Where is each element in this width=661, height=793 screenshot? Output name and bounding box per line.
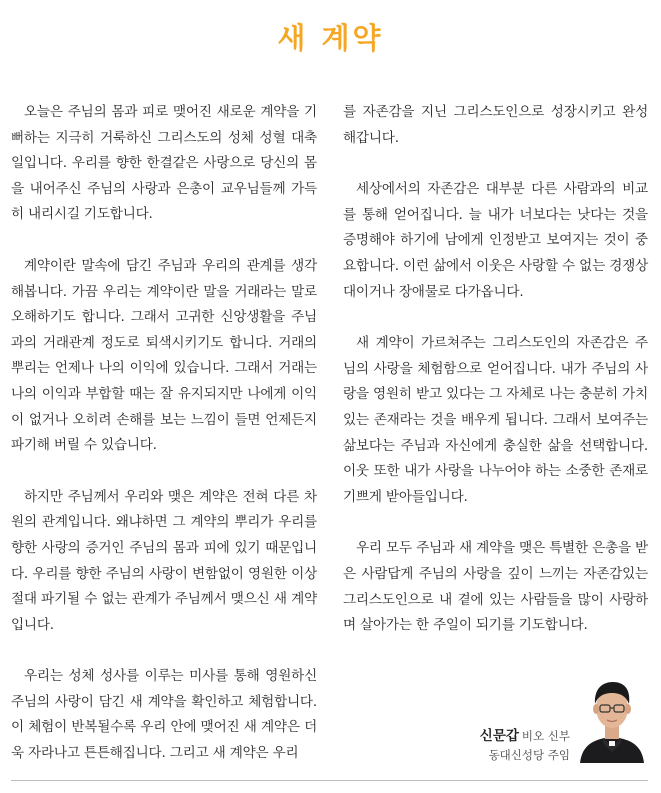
paragraph-4: 우리는 성체 성사를 이루는 미사를 통해 영원하신 주님의 사랑이 담긴 새 계약을 확인하고 체험합니다. 이 체험이 반복될수록 우리 안에 맺어진 새 계약은 더욱 자라나고 튼튼해집니다. 그리고 새 계약은 우리 <box>11 668 317 762</box>
paragraph-5: 세상에서의 자존감은 대부분 다른 사람과의 비교를 통해 얻어집니다. 늘 내가 너보다는 낫다는 것을 증명해야 하기에 남에게 인정받고 보여지는 것이 중요합니다. 이런 삶에서 이웃은 사랑할 수 없는 경쟁상대이거나 장애물로 다가옵니다. <box>343 181 648 300</box>
left-column <box>11 100 317 793</box>
right-column <box>343 100 648 665</box>
author-portrait <box>576 668 648 763</box>
article-title: 새 계약 <box>277 21 384 55</box>
author-signature <box>430 727 570 764</box>
author-role: 비오 신부 <box>521 729 570 743</box>
paragraph-1: 오늘은 주님의 몸과 피로 맺어진 새로운 계약을 기뻐하는 지극히 거룩하신 그리스도의 성체 성혈 대축일입니다. 우리를 향한 한결같은 사랑으로 당신의 몸을 내어주신 주님의 사랑과 은총이 교우님들께 가득히 내리시길 기도합니다. <box>11 104 317 223</box>
paragraph-6: 새 계약이 가르쳐주는 그리스도인의 자존감은 주님의 사랑을 체험함으로 얻어집니다. 내가 주님의 사랑을 영원히 받고 있다는 그 자체로 나는 충분히 가치 있는 존재라는 것을 배우게 됩니다. 그래서 보여주는 삶보다는 주님과 자신에게 충실한 삶을 선택합니다. 이웃 또한 내가 사랑을 나누어야 하는 소중한 존재로 기쁘게 받아들입니다. <box>343 335 648 505</box>
portrait-illustration <box>576 668 648 763</box>
author-line <box>430 727 570 746</box>
bottom-divider <box>11 780 648 781</box>
paragraph-2: 계약이란 말속에 담긴 주님과 우리의 관계를 생각해봅니다. 가끔 우리는 계약이란 말을 거래라는 말로 오해하기도 합니다. 그래서 고귀한 신앙생활을 주님과의 거래관계 정도로 퇴색시키기도 합니다. 거래의 뿌리는 언제나 나의 이익에 있습니다. 그래서 거래는 나의 이익과 부합할 때는 잘 유지되지만 나에게 이익이 없거나 오히려 손해를 보는 느낌이 들면 언제든지 파기해 버릴 수 있습니다. <box>11 257 317 454</box>
author-affiliation: 동대신성당 주임 <box>488 748 570 762</box>
paragraph-3: 하지만 주님께서 우리와 맺은 계약은 전혀 다른 차원의 관계입니다. 왜냐하면 그 계약의 뿌리가 우리를 향한 사랑의 증거인 주님의 몸과 피에 있기 때문입니다. 우리를 향한 주님의 사랑이 변함없이 영원한 이상 절대 파기될 수 없는 관계가 주님께서 맺으신 새 계약입니다. <box>11 488 317 633</box>
paragraph-7: 우리 모두 주님과 새 계약을 맺은 특별한 은총을 받은 사람답게 주님의 사랑을 깊이 느끼는 자존감있는 그리스도인으로 내 곁에 있는 사람들을 많이 사랑하며 살아가는 한 주일이 되기를 기도합니다. <box>343 540 648 634</box>
author-name: 신문갑 <box>479 728 519 744</box>
paragraph-4-continued: 를 자존감을 지닌 그리스도인으로 성장시키고 완성해갑니다. <box>343 104 648 146</box>
